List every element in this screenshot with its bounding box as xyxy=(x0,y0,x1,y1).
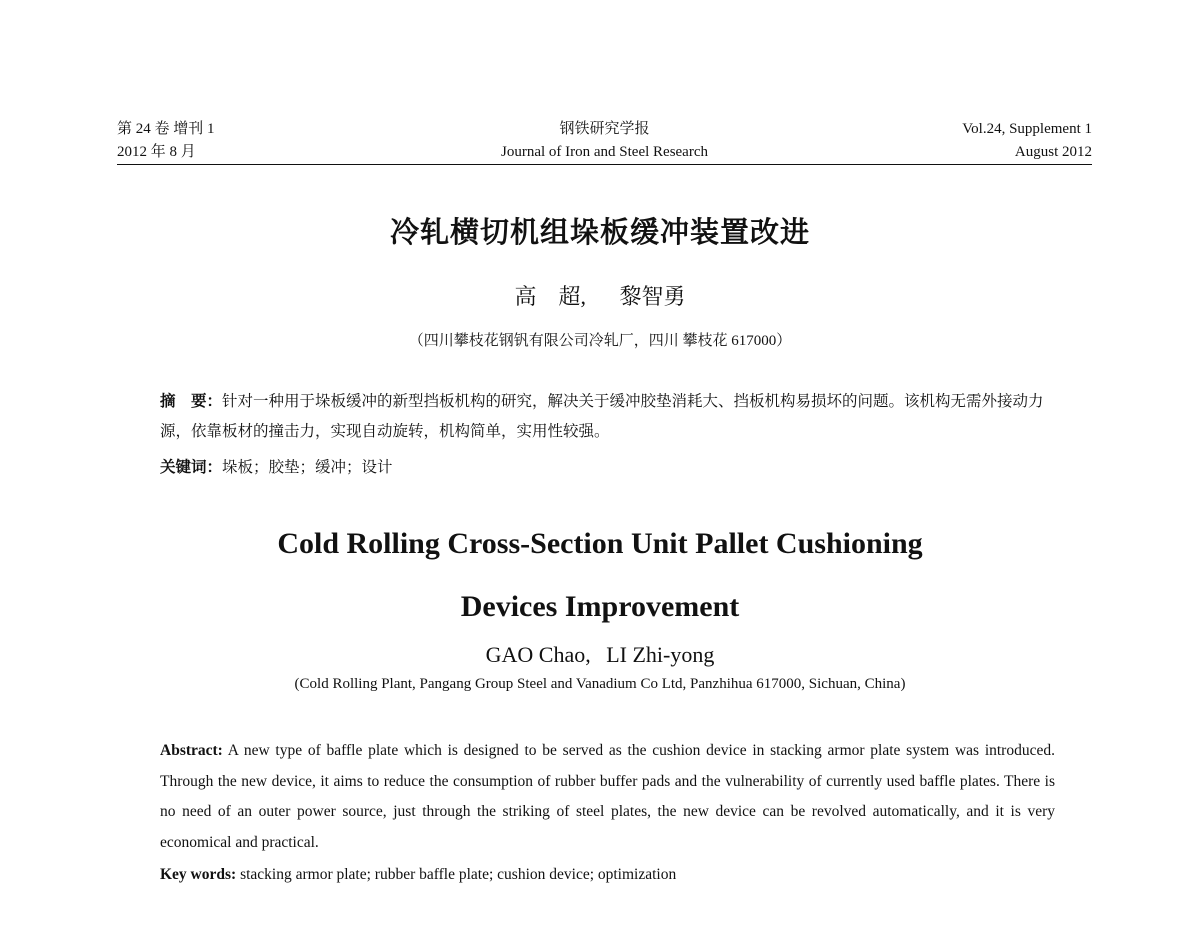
english-abstract-text: A new type of baffle plate which is designed to be served as the cushion device in stacking armor plate system was introduced. Through the new device, it aims to reduce the consumption of rubber buffer pads and the vulnerability of currently used baffle plates. There is no need of an outer power source, just through the striking of steel plates, the new device can be revolved automatically, and it is very economical and practical. xyxy=(160,742,1055,851)
author-en-1: GAO Chao, xyxy=(485,642,591,667)
date-en: August 2012 xyxy=(1014,144,1092,160)
journal-header xyxy=(117,118,1092,166)
author-en-2: LI Zhi-yong xyxy=(606,642,715,667)
english-abstract-label: Abstract: xyxy=(160,742,223,759)
english-keywords xyxy=(160,861,676,889)
chinese-keywords-text: 垛板；胶垫；缓冲；设计 xyxy=(222,459,393,476)
journal-name-cn: 钢铁研究学报 xyxy=(559,121,650,137)
journal-name-en: Journal of Iron and Steel Research xyxy=(500,144,708,160)
header-row-1 xyxy=(117,118,1092,141)
chinese-keywords xyxy=(160,453,393,482)
english-authors xyxy=(0,642,1200,668)
chinese-abstract xyxy=(160,386,1055,447)
header-row-2 xyxy=(117,141,1092,164)
chinese-authors xyxy=(0,280,1200,311)
chinese-affiliation: （四川攀枝花钢钒有限公司冷轧厂，四川 攀枝花 617000） xyxy=(408,333,792,349)
english-title-line-2: Devices Improvement xyxy=(460,590,740,623)
english-affiliation: (Cold Rolling Plant, Pangang Group Steel and Vanadium Co Ltd, Panzhihua 617000, Sichuan, China) xyxy=(294,676,906,692)
chinese-abstract-label: 摘 要： xyxy=(160,392,223,410)
english-keywords-text: stacking armor plate; rubber baffle plate; cushion device; optimization xyxy=(240,866,677,883)
date-cn: 2012 年 8 月 xyxy=(117,144,196,160)
chinese-keywords-label: 关键词： xyxy=(160,458,223,476)
author-cn-2: 黎智勇 xyxy=(619,284,686,309)
chinese-abstract-text: 针对一种用于垛板缓冲的新型挡板机构的研究，解决关于缓冲胶垫消耗大、挡板机构易损坏的问题。该机构无需外接动力源，依靠板材的撞击力，实现自动旋转，机构简单，实用性较强。 xyxy=(160,393,1044,440)
header-rule xyxy=(117,164,1092,165)
english-abstract xyxy=(160,736,1055,858)
volume-issue-cn: 第 24 卷 增刊 1 xyxy=(117,121,215,137)
english-keywords-label: Key words: xyxy=(160,866,237,883)
author-cn-1: 高 超, xyxy=(514,284,586,309)
volume-issue-en: Vol.24, Supplement 1 xyxy=(962,121,1092,137)
english-title-line-1: Cold Rolling Cross-Section Unit Pallet Cushioning xyxy=(277,527,923,560)
chinese-title: 冷轧横切机组垛板缓冲装置改进 xyxy=(389,215,810,249)
